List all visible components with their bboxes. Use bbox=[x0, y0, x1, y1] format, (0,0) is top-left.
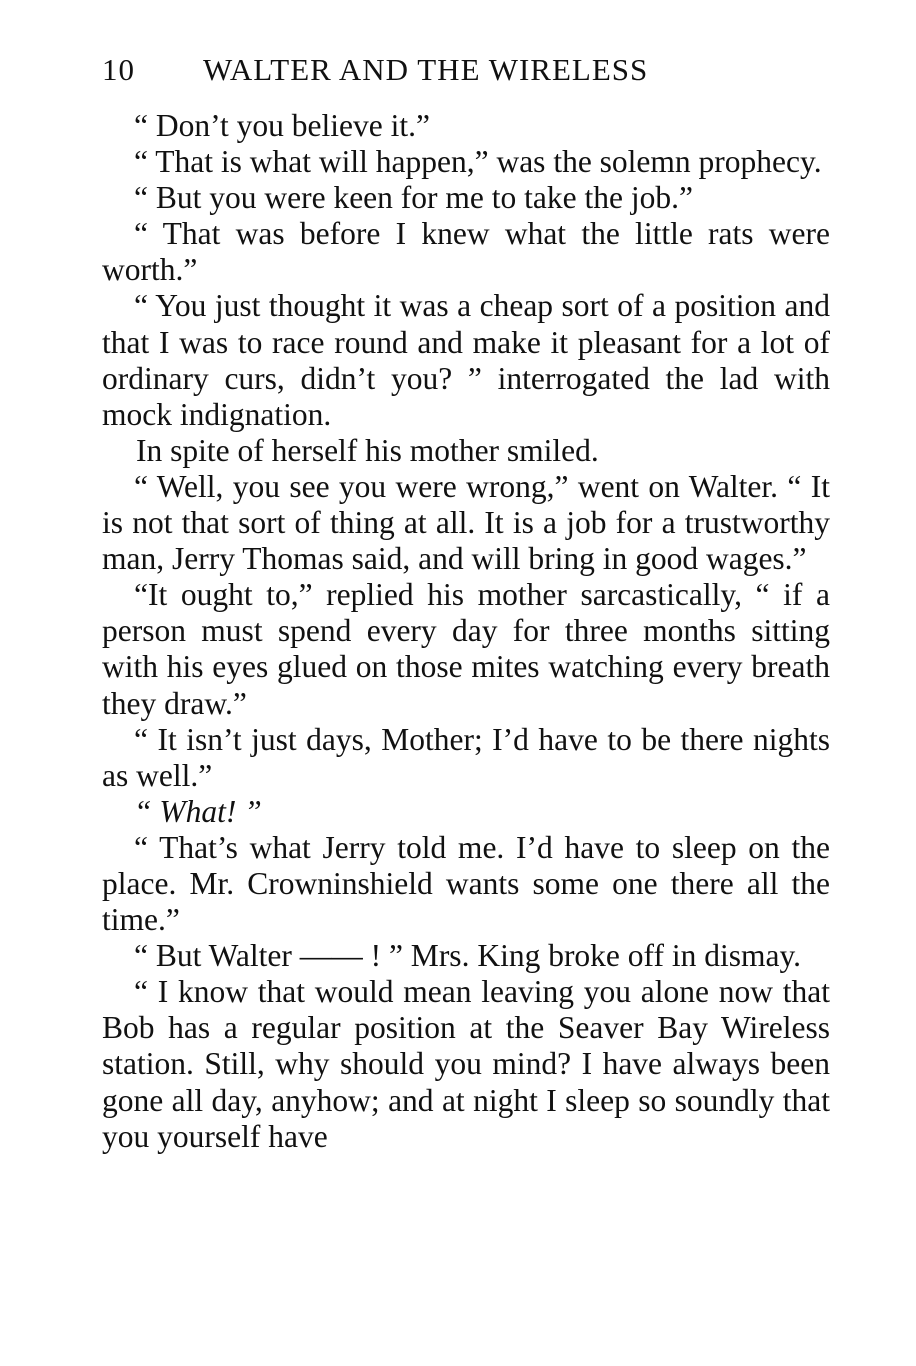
page-number: 10 bbox=[102, 52, 135, 87]
body-text bbox=[102, 108, 830, 1155]
paragraph: “ But you were keen for me to take the job.” bbox=[134, 180, 693, 216]
paragraph: “ It isn’t just days, Mother; I’d have to be there nights as well.” bbox=[102, 721, 830, 793]
running-title: WALTER AND THE WIRELESS bbox=[203, 52, 649, 87]
paragraph: “ You just thought it was a cheap sort of a position and that I was to race round and make it pleasant for a lot of ordinary curs, didn’t you? ” interrogated the lad with mock indignation. bbox=[102, 288, 830, 432]
paragraph: “ Well, you see you were wrong,” went on Walter. “ It is not that sort of thing at all. It is a job for a trustworthy man, Jerry Thomas said, and will bring in good wages.” bbox=[102, 468, 830, 577]
paragraph: In spite of herself his mother smiled. bbox=[136, 432, 599, 468]
paragraph: “ That was before I knew what the little rats were worth.” bbox=[102, 216, 830, 288]
paragraph: “It ought to,” replied his mother sarcastically, “ if a person must spend every day for three months sitting with his eyes glued on those mites watching every breath they draw.” bbox=[102, 577, 830, 721]
paragraph: “ But Walter —— ! ” Mrs. King broke off in dismay. bbox=[134, 938, 802, 974]
page-header bbox=[102, 52, 832, 92]
paragraph: “ That’s what Jerry told me. I’d have to sleep on the place. Mr. Crowninshield wants some one there all the time.” bbox=[102, 829, 830, 938]
paragraph: “ Don’t you believe it.” bbox=[134, 108, 430, 143]
paragraph: “ That is what will happen,” was the solemn prophecy. bbox=[134, 144, 822, 180]
paragraph-exclamation: “ What! ” bbox=[134, 793, 262, 829]
paragraph: “ I know that would mean leaving you alone now that Bob has a regular position at the Seaver Bay Wireless station. Still, why should you mind? I have always been gone all day, anyhow; and at night I sleep so soundly that you yourself have bbox=[102, 974, 830, 1154]
